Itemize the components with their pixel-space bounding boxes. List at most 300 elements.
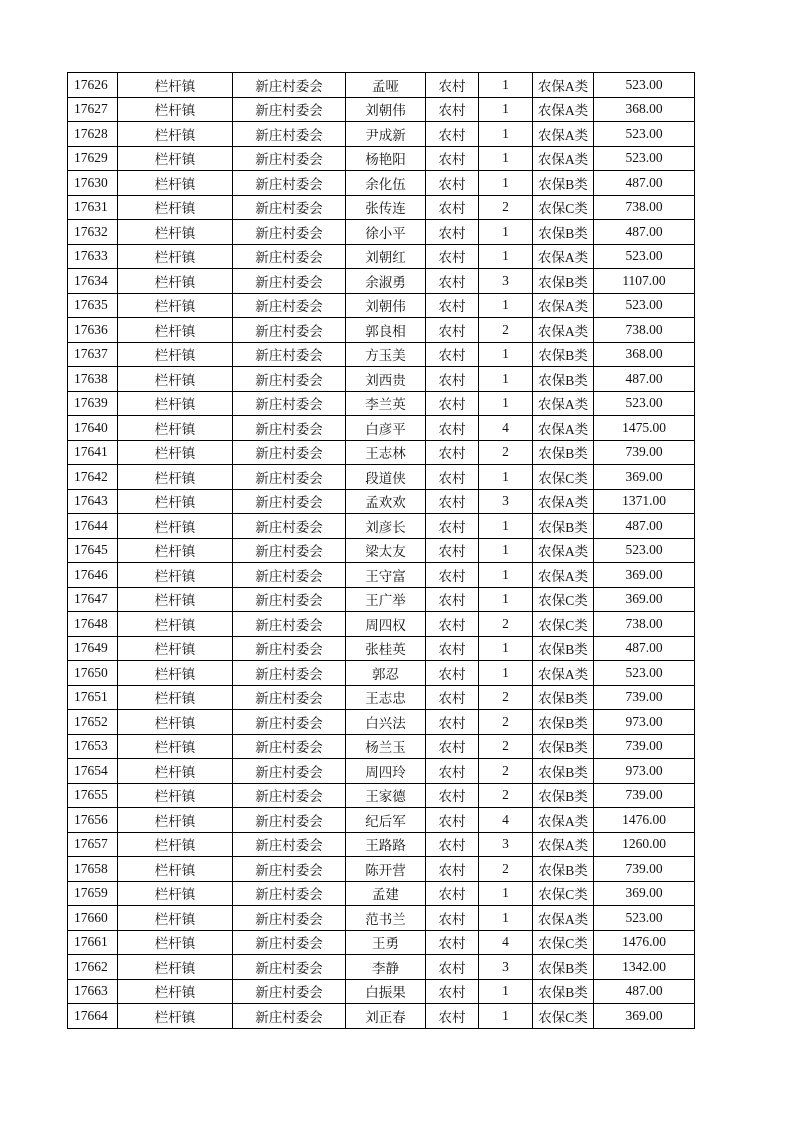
record-id-cell: 17654 [68, 759, 118, 784]
name-cell: 刘朝红 [346, 244, 426, 269]
area-type-cell: 农村 [426, 122, 479, 147]
household-count-cell: 1 [479, 220, 533, 245]
table-row [68, 538, 695, 563]
record-id-cell: 17646 [68, 563, 118, 588]
insurance-category-cell: 农保B类 [533, 367, 594, 392]
area-type-cell: 农村 [426, 538, 479, 563]
town-cell: 栏杆镇 [118, 244, 233, 269]
amount-cell: 369.00 [594, 587, 695, 612]
record-id-cell: 17656 [68, 808, 118, 833]
amount-cell: 369.00 [594, 1004, 695, 1029]
record-id-cell: 17635 [68, 293, 118, 318]
area-type-cell: 农村 [426, 857, 479, 882]
household-count-cell: 1 [479, 538, 533, 563]
name-cell: 刘朝伟 [346, 97, 426, 122]
table-row [68, 293, 695, 318]
amount-cell: 523.00 [594, 661, 695, 686]
village-committee-cell: 新庄村委会 [233, 318, 346, 343]
town-cell: 栏杆镇 [118, 783, 233, 808]
insurance-category-cell: 农保A类 [533, 538, 594, 563]
town-cell: 栏杆镇 [118, 489, 233, 514]
table-row [68, 171, 695, 196]
village-committee-cell: 新庄村委会 [233, 122, 346, 147]
household-count-cell: 1 [479, 636, 533, 661]
table-row [68, 685, 695, 710]
record-id-cell: 17650 [68, 661, 118, 686]
record-id-cell: 17639 [68, 391, 118, 416]
village-committee-cell: 新庄村委会 [233, 636, 346, 661]
insurance-category-cell: 农保C类 [533, 930, 594, 955]
record-id-cell: 17658 [68, 857, 118, 882]
town-cell: 栏杆镇 [118, 979, 233, 1004]
household-count-cell: 1 [479, 1004, 533, 1029]
insurance-category-cell: 农保A类 [533, 97, 594, 122]
area-type-cell: 农村 [426, 636, 479, 661]
name-cell: 刘朝伟 [346, 293, 426, 318]
household-count-cell: 2 [479, 783, 533, 808]
name-cell: 张传连 [346, 195, 426, 220]
area-type-cell: 农村 [426, 587, 479, 612]
name-cell: 刘正春 [346, 1004, 426, 1029]
amount-cell: 973.00 [594, 710, 695, 735]
insurance-category-cell: 农保B类 [533, 636, 594, 661]
town-cell: 栏杆镇 [118, 293, 233, 318]
town-cell: 栏杆镇 [118, 587, 233, 612]
insurance-category-cell: 农保B类 [533, 342, 594, 367]
record-id-cell: 17653 [68, 734, 118, 759]
household-count-cell: 3 [479, 269, 533, 294]
name-cell: 尹成新 [346, 122, 426, 147]
household-count-cell: 1 [479, 122, 533, 147]
table-row [68, 465, 695, 490]
area-type-cell: 农村 [426, 563, 479, 588]
amount-cell: 523.00 [594, 146, 695, 171]
record-id-cell: 17628 [68, 122, 118, 147]
household-count-cell: 1 [479, 171, 533, 196]
household-count-cell: 2 [479, 195, 533, 220]
area-type-cell: 农村 [426, 465, 479, 490]
village-committee-cell: 新庄村委会 [233, 538, 346, 563]
name-cell: 王勇 [346, 930, 426, 955]
name-cell: 孟哑 [346, 73, 426, 98]
household-count-cell: 2 [479, 857, 533, 882]
table-row [68, 857, 695, 882]
record-id-cell: 17640 [68, 416, 118, 441]
insurance-category-cell: 农保B类 [533, 783, 594, 808]
household-count-cell: 1 [479, 587, 533, 612]
amount-cell: 1371.00 [594, 489, 695, 514]
name-cell: 余淑勇 [346, 269, 426, 294]
table-row [68, 979, 695, 1004]
record-id-cell: 17652 [68, 710, 118, 735]
insurance-category-cell: 农保B类 [533, 440, 594, 465]
table-row [68, 514, 695, 539]
insurance-category-cell: 农保C类 [533, 881, 594, 906]
insurance-category-cell: 农保B类 [533, 220, 594, 245]
insurance-category-cell: 农保B类 [533, 979, 594, 1004]
table-row [68, 783, 695, 808]
area-type-cell: 农村 [426, 514, 479, 539]
town-cell: 栏杆镇 [118, 955, 233, 980]
area-type-cell: 农村 [426, 808, 479, 833]
table-row [68, 808, 695, 833]
name-cell: 徐小平 [346, 220, 426, 245]
amount-cell: 487.00 [594, 171, 695, 196]
table-row [68, 930, 695, 955]
amount-cell: 523.00 [594, 293, 695, 318]
name-cell: 郭良相 [346, 318, 426, 343]
town-cell: 栏杆镇 [118, 832, 233, 857]
table-row [68, 734, 695, 759]
household-count-cell: 1 [479, 244, 533, 269]
household-count-cell: 4 [479, 808, 533, 833]
insurance-category-cell: 农保A类 [533, 146, 594, 171]
area-type-cell: 农村 [426, 171, 479, 196]
area-type-cell: 农村 [426, 269, 479, 294]
household-count-cell: 2 [479, 612, 533, 637]
town-cell: 栏杆镇 [118, 636, 233, 661]
record-id-cell: 17642 [68, 465, 118, 490]
area-type-cell: 农村 [426, 930, 479, 955]
records-table [67, 72, 695, 1029]
insurance-category-cell: 农保B类 [533, 514, 594, 539]
household-count-cell: 3 [479, 955, 533, 980]
record-id-cell: 17659 [68, 881, 118, 906]
name-cell: 王守富 [346, 563, 426, 588]
household-count-cell: 1 [479, 391, 533, 416]
insurance-category-cell: 农保B类 [533, 734, 594, 759]
name-cell: 孟建 [346, 881, 426, 906]
town-cell: 栏杆镇 [118, 269, 233, 294]
name-cell: 王路路 [346, 832, 426, 857]
amount-cell: 487.00 [594, 979, 695, 1004]
town-cell: 栏杆镇 [118, 391, 233, 416]
village-committee-cell: 新庄村委会 [233, 1004, 346, 1029]
town-cell: 栏杆镇 [118, 220, 233, 245]
village-committee-cell: 新庄村委会 [233, 881, 346, 906]
village-committee-cell: 新庄村委会 [233, 220, 346, 245]
record-id-cell: 17631 [68, 195, 118, 220]
table-row [68, 661, 695, 686]
name-cell: 杨艳阳 [346, 146, 426, 171]
household-count-cell: 1 [479, 73, 533, 98]
household-count-cell: 2 [479, 685, 533, 710]
name-cell: 刘彦长 [346, 514, 426, 539]
village-committee-cell: 新庄村委会 [233, 73, 346, 98]
name-cell: 郭忍 [346, 661, 426, 686]
village-committee-cell: 新庄村委会 [233, 391, 346, 416]
area-type-cell: 农村 [426, 710, 479, 735]
name-cell: 王家德 [346, 783, 426, 808]
record-id-cell: 17634 [68, 269, 118, 294]
amount-cell: 369.00 [594, 465, 695, 490]
town-cell: 栏杆镇 [118, 318, 233, 343]
table-row [68, 391, 695, 416]
village-committee-cell: 新庄村委会 [233, 685, 346, 710]
insurance-category-cell: 农保C类 [533, 612, 594, 637]
area-type-cell: 农村 [426, 783, 479, 808]
record-id-cell: 17630 [68, 171, 118, 196]
insurance-category-cell: 农保A类 [533, 244, 594, 269]
area-type-cell: 农村 [426, 685, 479, 710]
town-cell: 栏杆镇 [118, 122, 233, 147]
household-count-cell: 1 [479, 661, 533, 686]
household-count-cell: 3 [479, 832, 533, 857]
household-count-cell: 4 [479, 930, 533, 955]
village-committee-cell: 新庄村委会 [233, 146, 346, 171]
amount-cell: 523.00 [594, 122, 695, 147]
village-committee-cell: 新庄村委会 [233, 832, 346, 857]
insurance-category-cell: 农保A类 [533, 489, 594, 514]
record-id-cell: 17657 [68, 832, 118, 857]
village-committee-cell: 新庄村委会 [233, 612, 346, 637]
record-id-cell: 17660 [68, 906, 118, 931]
table-body [68, 73, 695, 1029]
town-cell: 栏杆镇 [118, 416, 233, 441]
name-cell: 王志林 [346, 440, 426, 465]
household-count-cell: 4 [479, 416, 533, 441]
record-id-cell: 17627 [68, 97, 118, 122]
household-count-cell: 1 [479, 881, 533, 906]
record-id-cell: 17636 [68, 318, 118, 343]
area-type-cell: 农村 [426, 416, 479, 441]
town-cell: 栏杆镇 [118, 342, 233, 367]
table-row [68, 122, 695, 147]
table-row [68, 881, 695, 906]
table-row [68, 97, 695, 122]
town-cell: 栏杆镇 [118, 367, 233, 392]
village-committee-cell: 新庄村委会 [233, 906, 346, 931]
village-committee-cell: 新庄村委会 [233, 342, 346, 367]
town-cell: 栏杆镇 [118, 465, 233, 490]
area-type-cell: 农村 [426, 367, 479, 392]
village-committee-cell: 新庄村委会 [233, 416, 346, 441]
record-id-cell: 17647 [68, 587, 118, 612]
area-type-cell: 农村 [426, 612, 479, 637]
household-count-cell: 1 [479, 293, 533, 318]
name-cell: 纪后军 [346, 808, 426, 833]
insurance-category-cell: 农保A类 [533, 563, 594, 588]
record-id-cell: 17644 [68, 514, 118, 539]
amount-cell: 523.00 [594, 906, 695, 931]
amount-cell: 487.00 [594, 367, 695, 392]
amount-cell: 523.00 [594, 391, 695, 416]
town-cell: 栏杆镇 [118, 97, 233, 122]
table-row [68, 612, 695, 637]
household-count-cell: 1 [479, 465, 533, 490]
insurance-category-cell: 农保B类 [533, 759, 594, 784]
name-cell: 李兰英 [346, 391, 426, 416]
town-cell: 栏杆镇 [118, 661, 233, 686]
amount-cell: 739.00 [594, 857, 695, 882]
area-type-cell: 农村 [426, 881, 479, 906]
record-id-cell: 17641 [68, 440, 118, 465]
table-row [68, 710, 695, 735]
village-committee-cell: 新庄村委会 [233, 979, 346, 1004]
town-cell: 栏杆镇 [118, 685, 233, 710]
town-cell: 栏杆镇 [118, 881, 233, 906]
amount-cell: 739.00 [594, 783, 695, 808]
area-type-cell: 农村 [426, 832, 479, 857]
area-type-cell: 农村 [426, 661, 479, 686]
insurance-category-cell: 农保B类 [533, 171, 594, 196]
table-row [68, 489, 695, 514]
town-cell: 栏杆镇 [118, 171, 233, 196]
table-row [68, 244, 695, 269]
table-row [68, 342, 695, 367]
area-type-cell: 农村 [426, 244, 479, 269]
name-cell: 刘西贵 [346, 367, 426, 392]
household-count-cell: 1 [479, 563, 533, 588]
insurance-category-cell: 农保C类 [533, 195, 594, 220]
town-cell: 栏杆镇 [118, 563, 233, 588]
amount-cell: 1342.00 [594, 955, 695, 980]
amount-cell: 523.00 [594, 73, 695, 98]
village-committee-cell: 新庄村委会 [233, 808, 346, 833]
area-type-cell: 农村 [426, 1004, 479, 1029]
table-row [68, 367, 695, 392]
household-count-cell: 2 [479, 440, 533, 465]
name-cell: 白振果 [346, 979, 426, 1004]
record-id-cell: 17664 [68, 1004, 118, 1029]
village-committee-cell: 新庄村委会 [233, 563, 346, 588]
town-cell: 栏杆镇 [118, 930, 233, 955]
household-count-cell: 1 [479, 97, 533, 122]
table-row [68, 587, 695, 612]
village-committee-cell: 新庄村委会 [233, 930, 346, 955]
village-committee-cell: 新庄村委会 [233, 857, 346, 882]
amount-cell: 369.00 [594, 563, 695, 588]
table-row [68, 906, 695, 931]
household-count-cell: 1 [479, 146, 533, 171]
town-cell: 栏杆镇 [118, 759, 233, 784]
insurance-category-cell: 农保C类 [533, 1004, 594, 1029]
insurance-category-cell: 农保A类 [533, 661, 594, 686]
town-cell: 栏杆镇 [118, 195, 233, 220]
table-row [68, 416, 695, 441]
table-row [68, 220, 695, 245]
household-count-cell: 1 [479, 342, 533, 367]
table-row [68, 440, 695, 465]
village-committee-cell: 新庄村委会 [233, 759, 346, 784]
village-committee-cell: 新庄村委会 [233, 367, 346, 392]
table-row [68, 636, 695, 661]
insurance-category-cell: 农保A类 [533, 318, 594, 343]
record-id-cell: 17649 [68, 636, 118, 661]
area-type-cell: 农村 [426, 97, 479, 122]
village-committee-cell: 新庄村委会 [233, 465, 346, 490]
amount-cell: 738.00 [594, 612, 695, 637]
amount-cell: 739.00 [594, 440, 695, 465]
town-cell: 栏杆镇 [118, 440, 233, 465]
table-row [68, 195, 695, 220]
town-cell: 栏杆镇 [118, 906, 233, 931]
insurance-category-cell: 农保B类 [533, 710, 594, 735]
record-id-cell: 17626 [68, 73, 118, 98]
insurance-category-cell: 农保A类 [533, 808, 594, 833]
insurance-category-cell: 农保B类 [533, 955, 594, 980]
record-id-cell: 17655 [68, 783, 118, 808]
amount-cell: 739.00 [594, 734, 695, 759]
amount-cell: 973.00 [594, 759, 695, 784]
insurance-category-cell: 农保B类 [533, 269, 594, 294]
name-cell: 陈开营 [346, 857, 426, 882]
name-cell: 周四权 [346, 612, 426, 637]
record-id-cell: 17662 [68, 955, 118, 980]
amount-cell: 1475.00 [594, 416, 695, 441]
village-committee-cell: 新庄村委会 [233, 269, 346, 294]
amount-cell: 369.00 [594, 881, 695, 906]
village-committee-cell: 新庄村委会 [233, 710, 346, 735]
area-type-cell: 农村 [426, 955, 479, 980]
insurance-category-cell: 农保A类 [533, 416, 594, 441]
village-committee-cell: 新庄村委会 [233, 514, 346, 539]
village-committee-cell: 新庄村委会 [233, 587, 346, 612]
amount-cell: 368.00 [594, 342, 695, 367]
household-count-cell: 1 [479, 367, 533, 392]
area-type-cell: 农村 [426, 734, 479, 759]
amount-cell: 1107.00 [594, 269, 695, 294]
table-row [68, 832, 695, 857]
insurance-category-cell: 农保C类 [533, 587, 594, 612]
table-row [68, 759, 695, 784]
name-cell: 范书兰 [346, 906, 426, 931]
table-row [68, 146, 695, 171]
record-id-cell: 17645 [68, 538, 118, 563]
area-type-cell: 农村 [426, 391, 479, 416]
village-committee-cell: 新庄村委会 [233, 97, 346, 122]
name-cell: 杨兰玉 [346, 734, 426, 759]
village-committee-cell: 新庄村委会 [233, 293, 346, 318]
table-row [68, 73, 695, 98]
town-cell: 栏杆镇 [118, 734, 233, 759]
amount-cell: 368.00 [594, 97, 695, 122]
village-committee-cell: 新庄村委会 [233, 734, 346, 759]
amount-cell: 738.00 [594, 195, 695, 220]
town-cell: 栏杆镇 [118, 73, 233, 98]
name-cell: 王广举 [346, 587, 426, 612]
name-cell: 周四玲 [346, 759, 426, 784]
name-cell: 白兴法 [346, 710, 426, 735]
record-id-cell: 17648 [68, 612, 118, 637]
household-count-cell: 3 [479, 489, 533, 514]
amount-cell: 523.00 [594, 244, 695, 269]
table-row [68, 1004, 695, 1029]
record-id-cell: 17651 [68, 685, 118, 710]
insurance-category-cell: 农保B类 [533, 685, 594, 710]
insurance-category-cell: 农保A类 [533, 391, 594, 416]
village-committee-cell: 新庄村委会 [233, 955, 346, 980]
record-id-cell: 17638 [68, 367, 118, 392]
amount-cell: 487.00 [594, 636, 695, 661]
household-count-cell: 1 [479, 979, 533, 1004]
area-type-cell: 农村 [426, 342, 479, 367]
name-cell: 余化伍 [346, 171, 426, 196]
name-cell: 方玉美 [346, 342, 426, 367]
town-cell: 栏杆镇 [118, 538, 233, 563]
village-committee-cell: 新庄村委会 [233, 783, 346, 808]
name-cell: 白彦平 [346, 416, 426, 441]
town-cell: 栏杆镇 [118, 710, 233, 735]
area-type-cell: 农村 [426, 195, 479, 220]
town-cell: 栏杆镇 [118, 146, 233, 171]
amount-cell: 523.00 [594, 538, 695, 563]
area-type-cell: 农村 [426, 318, 479, 343]
area-type-cell: 农村 [426, 73, 479, 98]
name-cell: 李静 [346, 955, 426, 980]
table-row [68, 269, 695, 294]
area-type-cell: 农村 [426, 906, 479, 931]
